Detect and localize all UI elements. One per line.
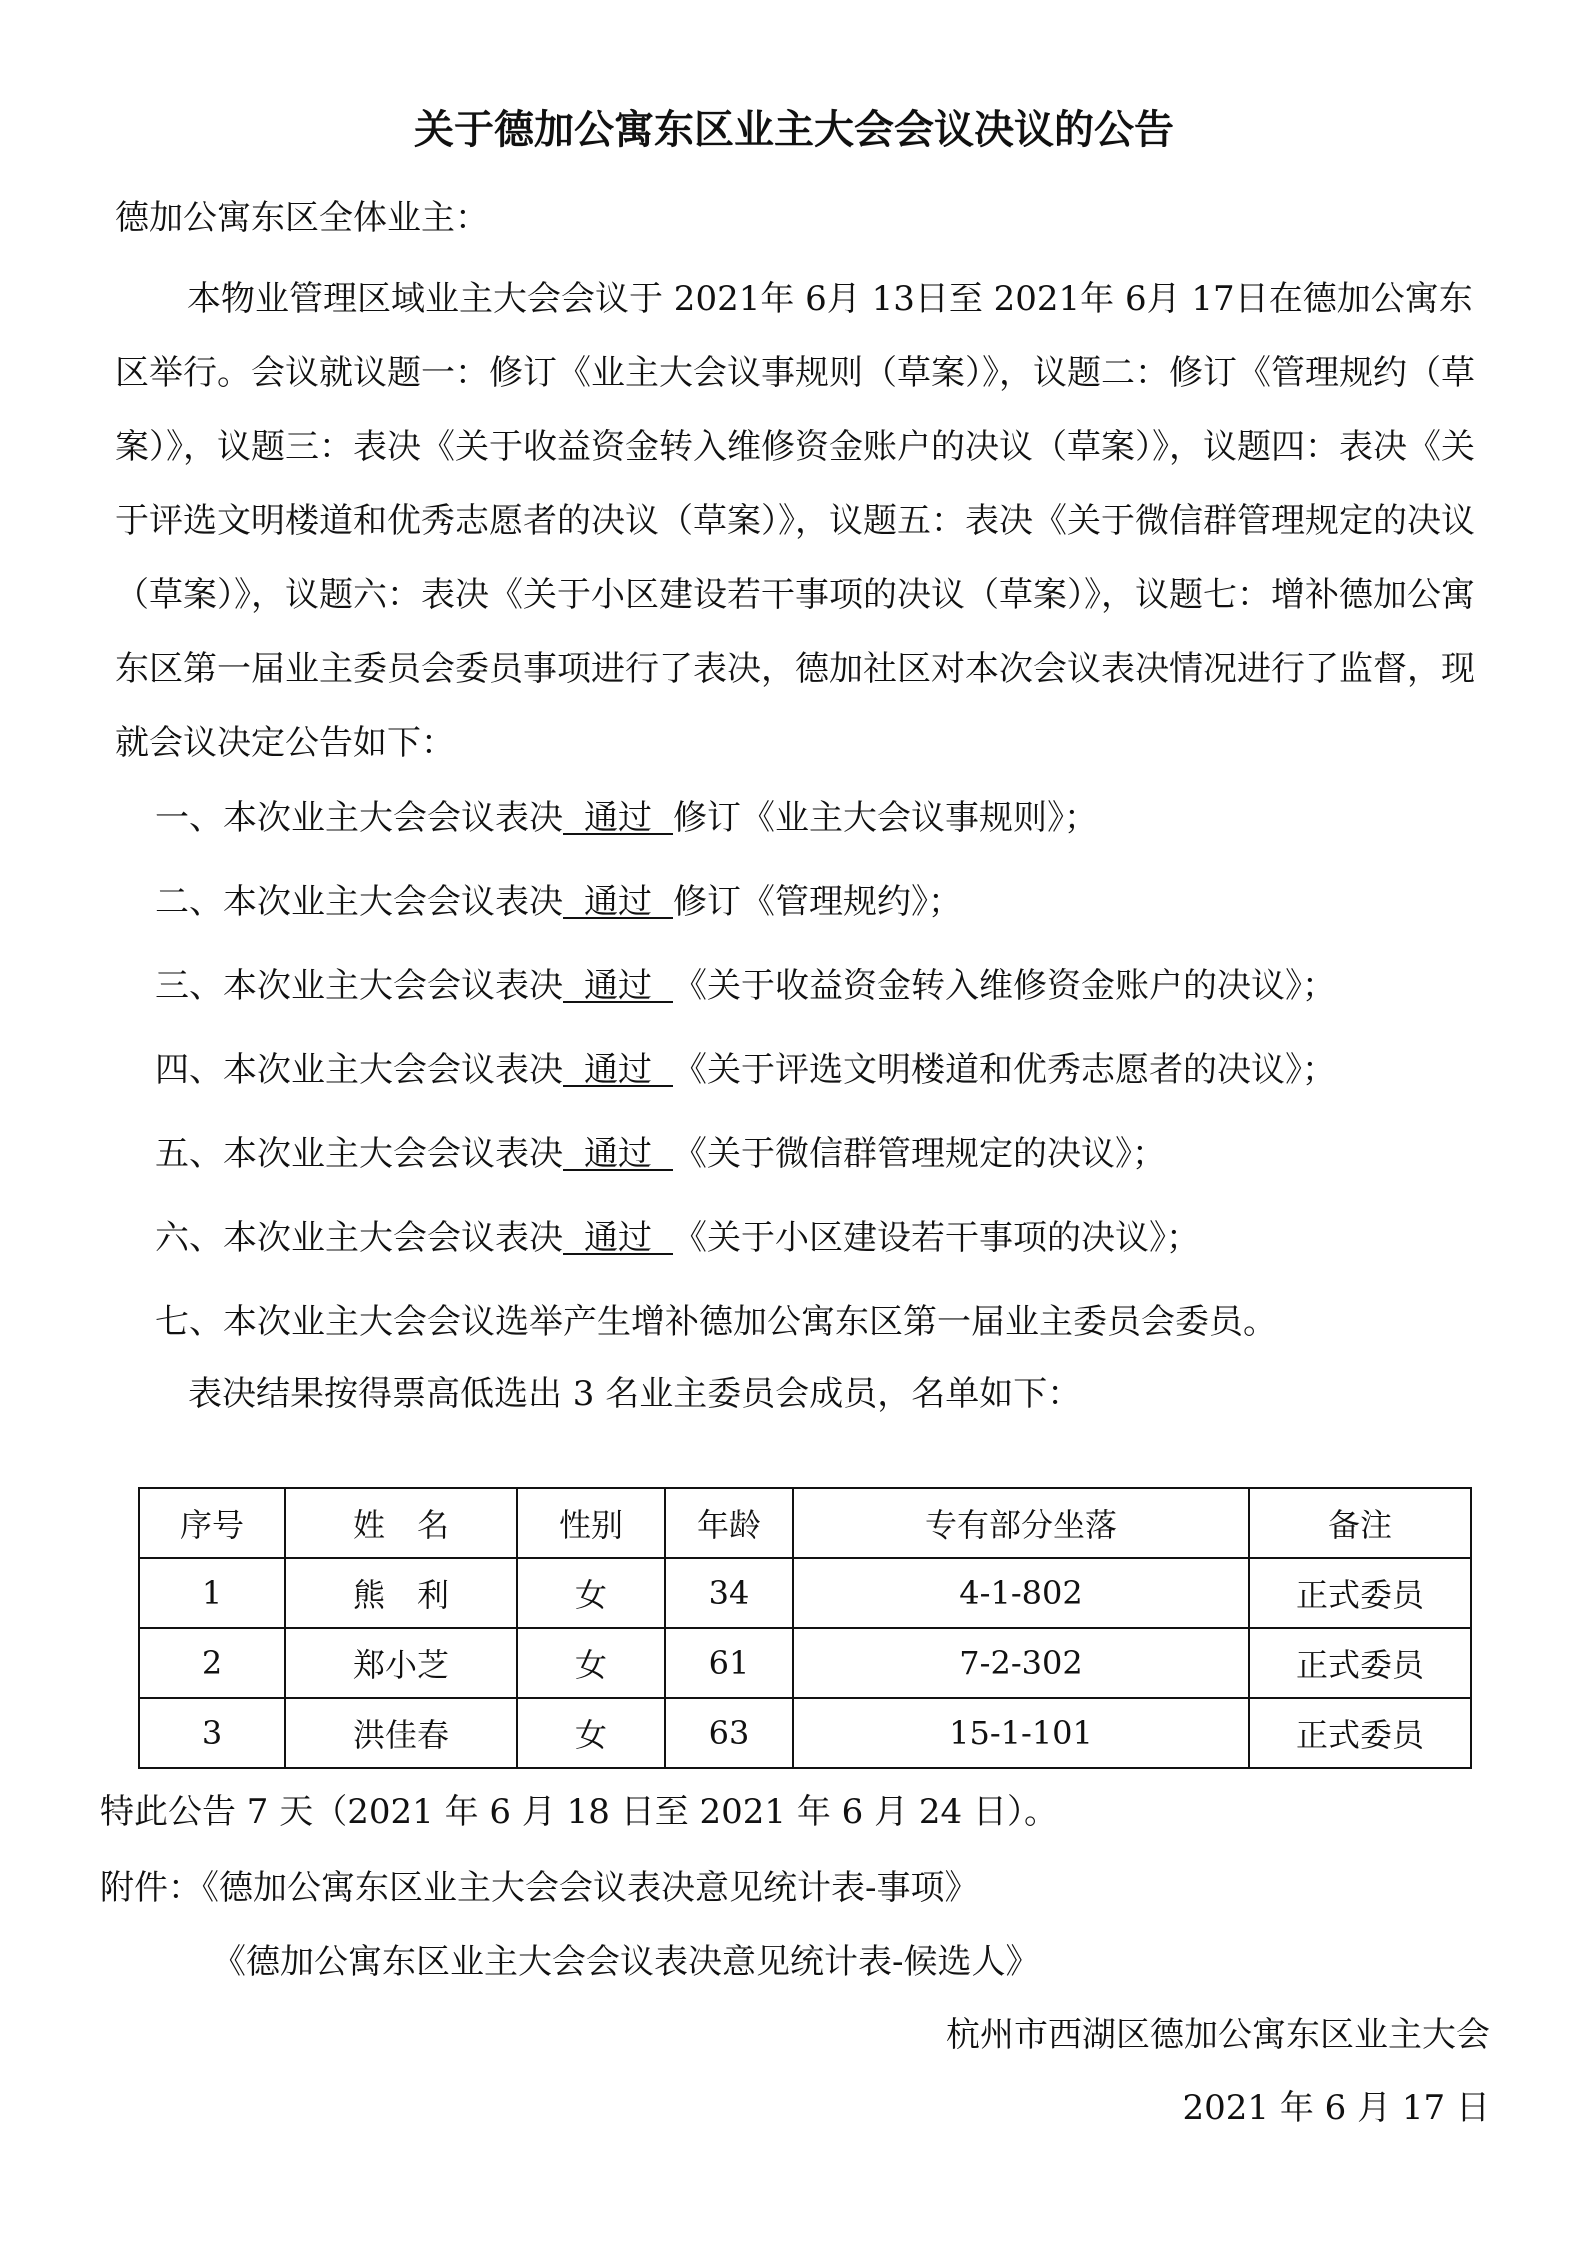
resolution-result: 通过 (563, 1055, 673, 1087)
header-cell: 性别 (517, 1488, 665, 1558)
resolution-result: 通过 (563, 803, 673, 835)
table-row (139, 1698, 1471, 1768)
header-cell: 专有部分坐落 (793, 1488, 1249, 1558)
resolution-item (155, 958, 1336, 1007)
table-cell: 15-1-101 (793, 1698, 1249, 1768)
salutation: 德加公寓东区全体业主： (115, 198, 489, 238)
header-cell: 序号 (139, 1488, 285, 1558)
issuer: 杭州市西湖区德加公寓东区业主大会 (946, 2015, 1490, 2055)
resolution-item (155, 1210, 1200, 1259)
table-header-row (139, 1488, 1471, 1558)
election-statement: 七、本次业主大会会议选举产生增补德加公寓东区第一届业主委员会委员。 (155, 1302, 1277, 1342)
resolution-item (155, 790, 1098, 839)
resolution-subject: 《关于微信群管理规定的决议》； (673, 1134, 1166, 1174)
attachment-link[interactable]: 《德加公寓东区业主大会会议表决意见统计表-事项》 (202, 1868, 979, 1908)
table-cell: 7-2-302 (793, 1628, 1249, 1698)
table-cell: 正式委员 (1249, 1558, 1471, 1628)
table-cell: 正式委员 (1249, 1698, 1471, 1768)
resolution-subject: 《关于收益资金转入维修资金账户的决议》； (673, 966, 1336, 1006)
table-cell: 洪佳春 (285, 1698, 517, 1768)
resolution-prefix: 四、本次业主大会会议表决 (155, 1050, 563, 1090)
table-cell: 34 (665, 1558, 793, 1628)
table-cell: 63 (665, 1698, 793, 1768)
table-cell: 2 (139, 1628, 285, 1698)
table-cell: 女 (517, 1558, 665, 1628)
header-cell: 备注 (1249, 1488, 1471, 1558)
resolution-prefix: 五、本次业主大会会议表决 (155, 1134, 563, 1174)
resolution-subject: 《关于评选文明楼道和优秀志愿者的决议》； (673, 1050, 1336, 1090)
resolution-item (155, 1126, 1166, 1175)
resolution-result: 通过 (563, 1223, 673, 1255)
intro-paragraph: 本物业管理区域业主大会会议于 2021年 6月 13日至 2021年 6月 17日在德加公寓东区举行。会议就议题一：修订《业主大会议事规则（草案）》，议题二：修订《管理规约（草案）》，议题三：表决《关于收益资金转入维修资金账户的决议（草案）》，议题四：表决《关于评选文明楼道和优秀志愿者的决议（草案）》，议题五：表决《关于微信群管理规定的决议（草案）》，议题六：表决《关于小区建设若干事项的决议（草案）》，议题七：增补德加公寓东区第一届业主委员会委员事项进行了表决，德加社区对本次会议表决情况进行了监督，现就会议决定公告如下： (115, 279, 1475, 763)
resolution-prefix: 三、本次业主大会会议表决 (155, 966, 563, 1006)
table-cell: 4-1-802 (793, 1558, 1249, 1628)
table-cell: 61 (665, 1628, 793, 1698)
attachments-label: 附件： (100, 1868, 202, 1908)
table-cell: 3 (139, 1698, 285, 1768)
election-result: 表决结果按得票高低选出 3 名业主委员会成员，名单如下： (188, 1374, 1082, 1414)
attachments (100, 1860, 979, 1909)
resolution-result: 通过 (563, 887, 673, 919)
table-cell: 郑小芝 (285, 1628, 517, 1698)
table-cell: 正式委员 (1249, 1628, 1471, 1698)
resolution-subject: 《关于小区建设若干事项的决议》； (673, 1218, 1200, 1258)
resolution-subject: 修订《业主大会议事规则》； (673, 798, 1098, 838)
resolution-result: 通过 (563, 971, 673, 1003)
resolution-prefix: 二、本次业主大会会议表决 (155, 882, 563, 922)
table-row (139, 1628, 1471, 1698)
header-cell: 姓 名 (285, 1488, 517, 1558)
issue-date: 2021 年 6 月 17 日 (1182, 2088, 1490, 2128)
resolution-item (155, 1042, 1336, 1091)
attachment-link[interactable]: 《德加公寓东区业主大会会议表决意见统计表-候选人》 (212, 1942, 1040, 1982)
table-cell: 女 (517, 1628, 665, 1698)
header-cell: 年龄 (665, 1488, 793, 1558)
committee-table (138, 1487, 1472, 1769)
resolution-item (155, 874, 962, 923)
document-title: 关于德加公寓东区业主大会会议决议的公告 (414, 107, 1174, 153)
resolution-result: 通过 (563, 1139, 673, 1171)
resolution-prefix: 六、本次业主大会会议表决 (155, 1218, 563, 1258)
table-cell: 1 (139, 1558, 285, 1628)
table-cell: 女 (517, 1698, 665, 1768)
table-row (139, 1558, 1471, 1628)
resolution-subject: 修订《管理规约》； (673, 882, 962, 922)
table-cell: 熊 利 (285, 1558, 517, 1628)
notice-period: 特此公告 7 天（2021 年 6 月 18 日至 2021 年 6 月 24 日）。 (100, 1792, 1058, 1832)
resolution-prefix: 一、本次业主大会会议表决 (155, 798, 563, 838)
